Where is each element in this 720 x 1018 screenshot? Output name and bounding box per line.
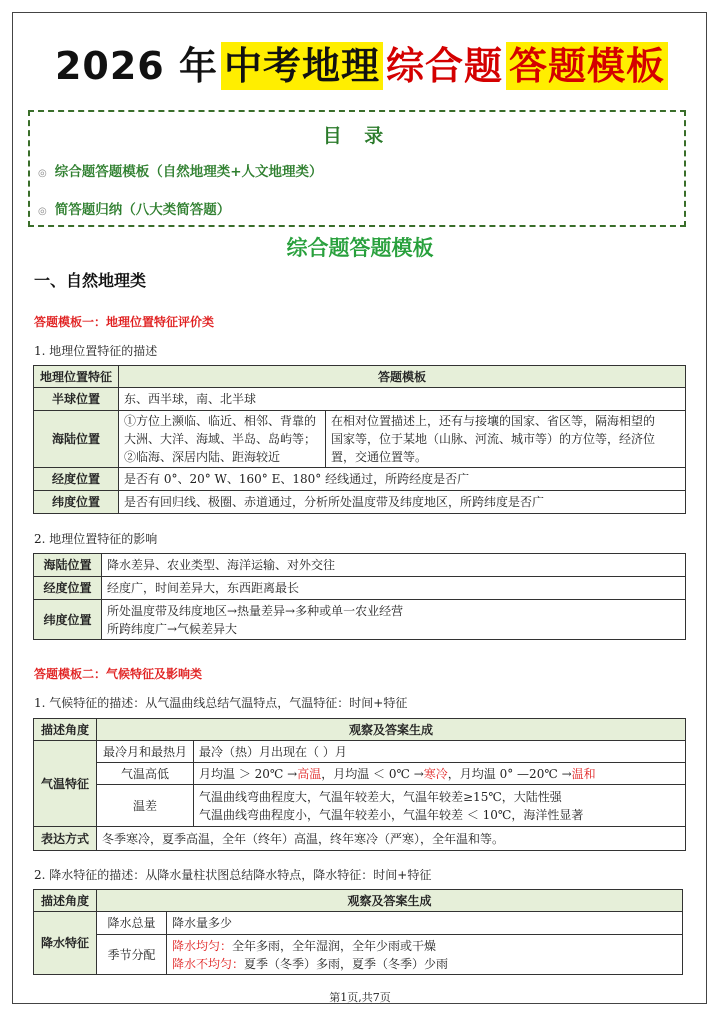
text-segment: ，月均温 0° —20℃ →	[447, 766, 572, 781]
row-text: 降水差异、农业类型、海洋运输、对外交往	[102, 554, 686, 577]
sub-label: 最冷月和最热月	[97, 741, 194, 763]
table-row	[34, 468, 686, 491]
text-segment: 夏季（冬季）多雨，夏季（冬季）少雨	[244, 956, 449, 971]
table-row	[34, 912, 683, 935]
row-label: 海陆位置	[34, 411, 119, 468]
toc-heading: 目 录	[322, 125, 392, 147]
table-header: 答题模板	[119, 366, 686, 388]
row-label: 经度位置	[34, 577, 102, 600]
highlight-cold: 寒冷	[423, 766, 448, 781]
row-text: 是否有回归线、极圈、赤道通过，分析所处温度带及纬度地区，所跨纬度是否广	[119, 491, 686, 514]
template2-desc-title: 1. 气候特征的描述：从气温曲线总结气温特点，气温特征：时间+特征	[34, 696, 408, 710]
row-label: 海陆位置	[34, 554, 102, 577]
sub-label: 季节分配	[97, 935, 167, 975]
row-text-right	[326, 411, 686, 468]
text-line: 大洲、大洋、海域、半岛、岛屿等；	[124, 432, 317, 446]
toc-item-label: 综合题答题模板（自然地理类+人文地理类）	[54, 164, 323, 180]
table-row	[34, 411, 686, 468]
table-header: 观察及答案生成	[97, 890, 683, 912]
table-header: 描述角度	[34, 719, 97, 741]
row-label: 降水特征	[34, 912, 97, 975]
location-description-table	[33, 365, 686, 514]
template1-desc-title: 1. 地理位置特征的描述	[34, 344, 158, 358]
text-line: 在相对位置描述上，还有与接壤的国家、省区等，隔海相望的	[331, 414, 656, 428]
text-line	[172, 937, 677, 955]
row-label: 纬度位置	[34, 491, 119, 514]
row-label: 气温特征	[34, 741, 97, 827]
row-text	[194, 785, 686, 827]
climate-temperature-table	[33, 718, 686, 851]
table-row	[34, 388, 686, 411]
text-line: 气温曲线弯曲程度小，气温年较差小，气温年较差 ＜ 10℃，海洋性显著	[199, 807, 584, 822]
title-year: 2026 年	[54, 44, 218, 88]
row-label: 经度位置	[34, 468, 119, 491]
row-text	[194, 763, 686, 785]
row-text: 经度广，时间差异大，东西距离最长	[102, 577, 686, 600]
text-line: 所跨纬度广→气候差异大	[107, 621, 238, 636]
table-header: 观察及答案生成	[97, 719, 686, 741]
template2-label: 答题模板二：气候特征及影响类	[34, 667, 203, 681]
table-header: 地理位置特征	[34, 366, 119, 388]
toc-item-2[interactable]	[38, 198, 230, 218]
row-text: 降水量多少	[167, 912, 683, 935]
table-row	[34, 935, 683, 975]
toc-bullet-icon: ◎	[38, 206, 47, 217]
heading-natural-geography: 一、自然地理类	[34, 271, 147, 290]
sub-label: 降水总量	[97, 912, 167, 935]
table-row	[34, 785, 686, 827]
row-text-left	[119, 411, 326, 468]
row-text: 冬季寒冷，夏季高温，全年（终年）高温，终年寒冷（严寒），全年温和等。	[97, 827, 686, 851]
template1-impact-title: 2. 地理位置特征的影响	[34, 532, 158, 546]
template1-label: 答题模板一：地理位置特征评价类	[34, 315, 215, 329]
page-footer: 第1页,共7页	[329, 991, 391, 1004]
template2-precip-title: 2. 降水特征的描述：从降水量柱状图总结降水特点，降水特征：时间+特征	[34, 868, 432, 882]
text-line: 所处温度带及纬度地区→热量差异→多种或单一农业经营	[107, 603, 404, 618]
row-text: 东、西半球，南、北半球	[119, 388, 686, 411]
table-row	[34, 577, 686, 600]
toc-bullet-icon: ◎	[38, 168, 47, 179]
location-impact-table	[33, 553, 686, 640]
title-subject: 中考地理	[221, 42, 383, 90]
section-title: 综合题答题模板	[286, 236, 434, 260]
text-segment: 月均温 ＞ 20℃ →	[199, 766, 298, 781]
text-line: 国家等，位于某地（山脉、河流、城市等）的方位等，经济位	[331, 432, 656, 446]
table-row	[34, 600, 686, 640]
table-row	[34, 554, 686, 577]
row-text	[167, 935, 683, 975]
text-segment: 全年多雨，全年湿润，全年少雨或干燥	[232, 938, 437, 953]
row-label: 表达方式	[34, 827, 97, 851]
document-title	[0, 38, 720, 94]
text-line: 气温曲线弯曲程度大，气温年较差大，气温年较差≥15℃，大陆性强	[199, 789, 562, 804]
row-label: 半球位置	[34, 388, 119, 411]
text-line	[172, 955, 677, 973]
sub-label: 温差	[97, 785, 194, 827]
table-header: 描述角度	[34, 890, 97, 912]
title-topic: 综合题	[385, 44, 503, 88]
climate-precipitation-table	[33, 889, 683, 975]
title-template: 答题模板	[506, 42, 668, 90]
table-row	[34, 827, 686, 851]
row-label: 纬度位置	[34, 600, 102, 640]
toc-item-label: 简答题归纳（八大类简答题）	[54, 202, 231, 218]
text-line: ①方位上濒临、临近、相邻、背靠的	[124, 414, 317, 428]
row-text: 是否有 0°、20° W、160° E、180° 经线通过，所跨经度是否广	[119, 468, 686, 491]
highlight-uneven: 降水不均匀：	[172, 956, 245, 971]
highlight-hot: 高温	[297, 766, 322, 781]
row-text: 最冷（热）月出现在（ ）月	[194, 741, 686, 763]
highlight-mild: 温和	[571, 766, 596, 781]
row-text	[102, 600, 686, 640]
table-of-contents	[28, 110, 686, 227]
table-row	[34, 763, 686, 785]
table-row	[34, 491, 686, 514]
toc-item-1[interactable]	[38, 160, 323, 180]
table-row	[34, 741, 686, 763]
text-line: ②临海、深居内陆、距海较近	[124, 450, 281, 464]
sub-label: 气温高低	[97, 763, 194, 785]
highlight-even: 降水均匀：	[172, 938, 233, 953]
text-line: 置，交通位置等。	[331, 450, 428, 464]
text-segment: ，月均温 ＜ 0℃ →	[321, 766, 424, 781]
